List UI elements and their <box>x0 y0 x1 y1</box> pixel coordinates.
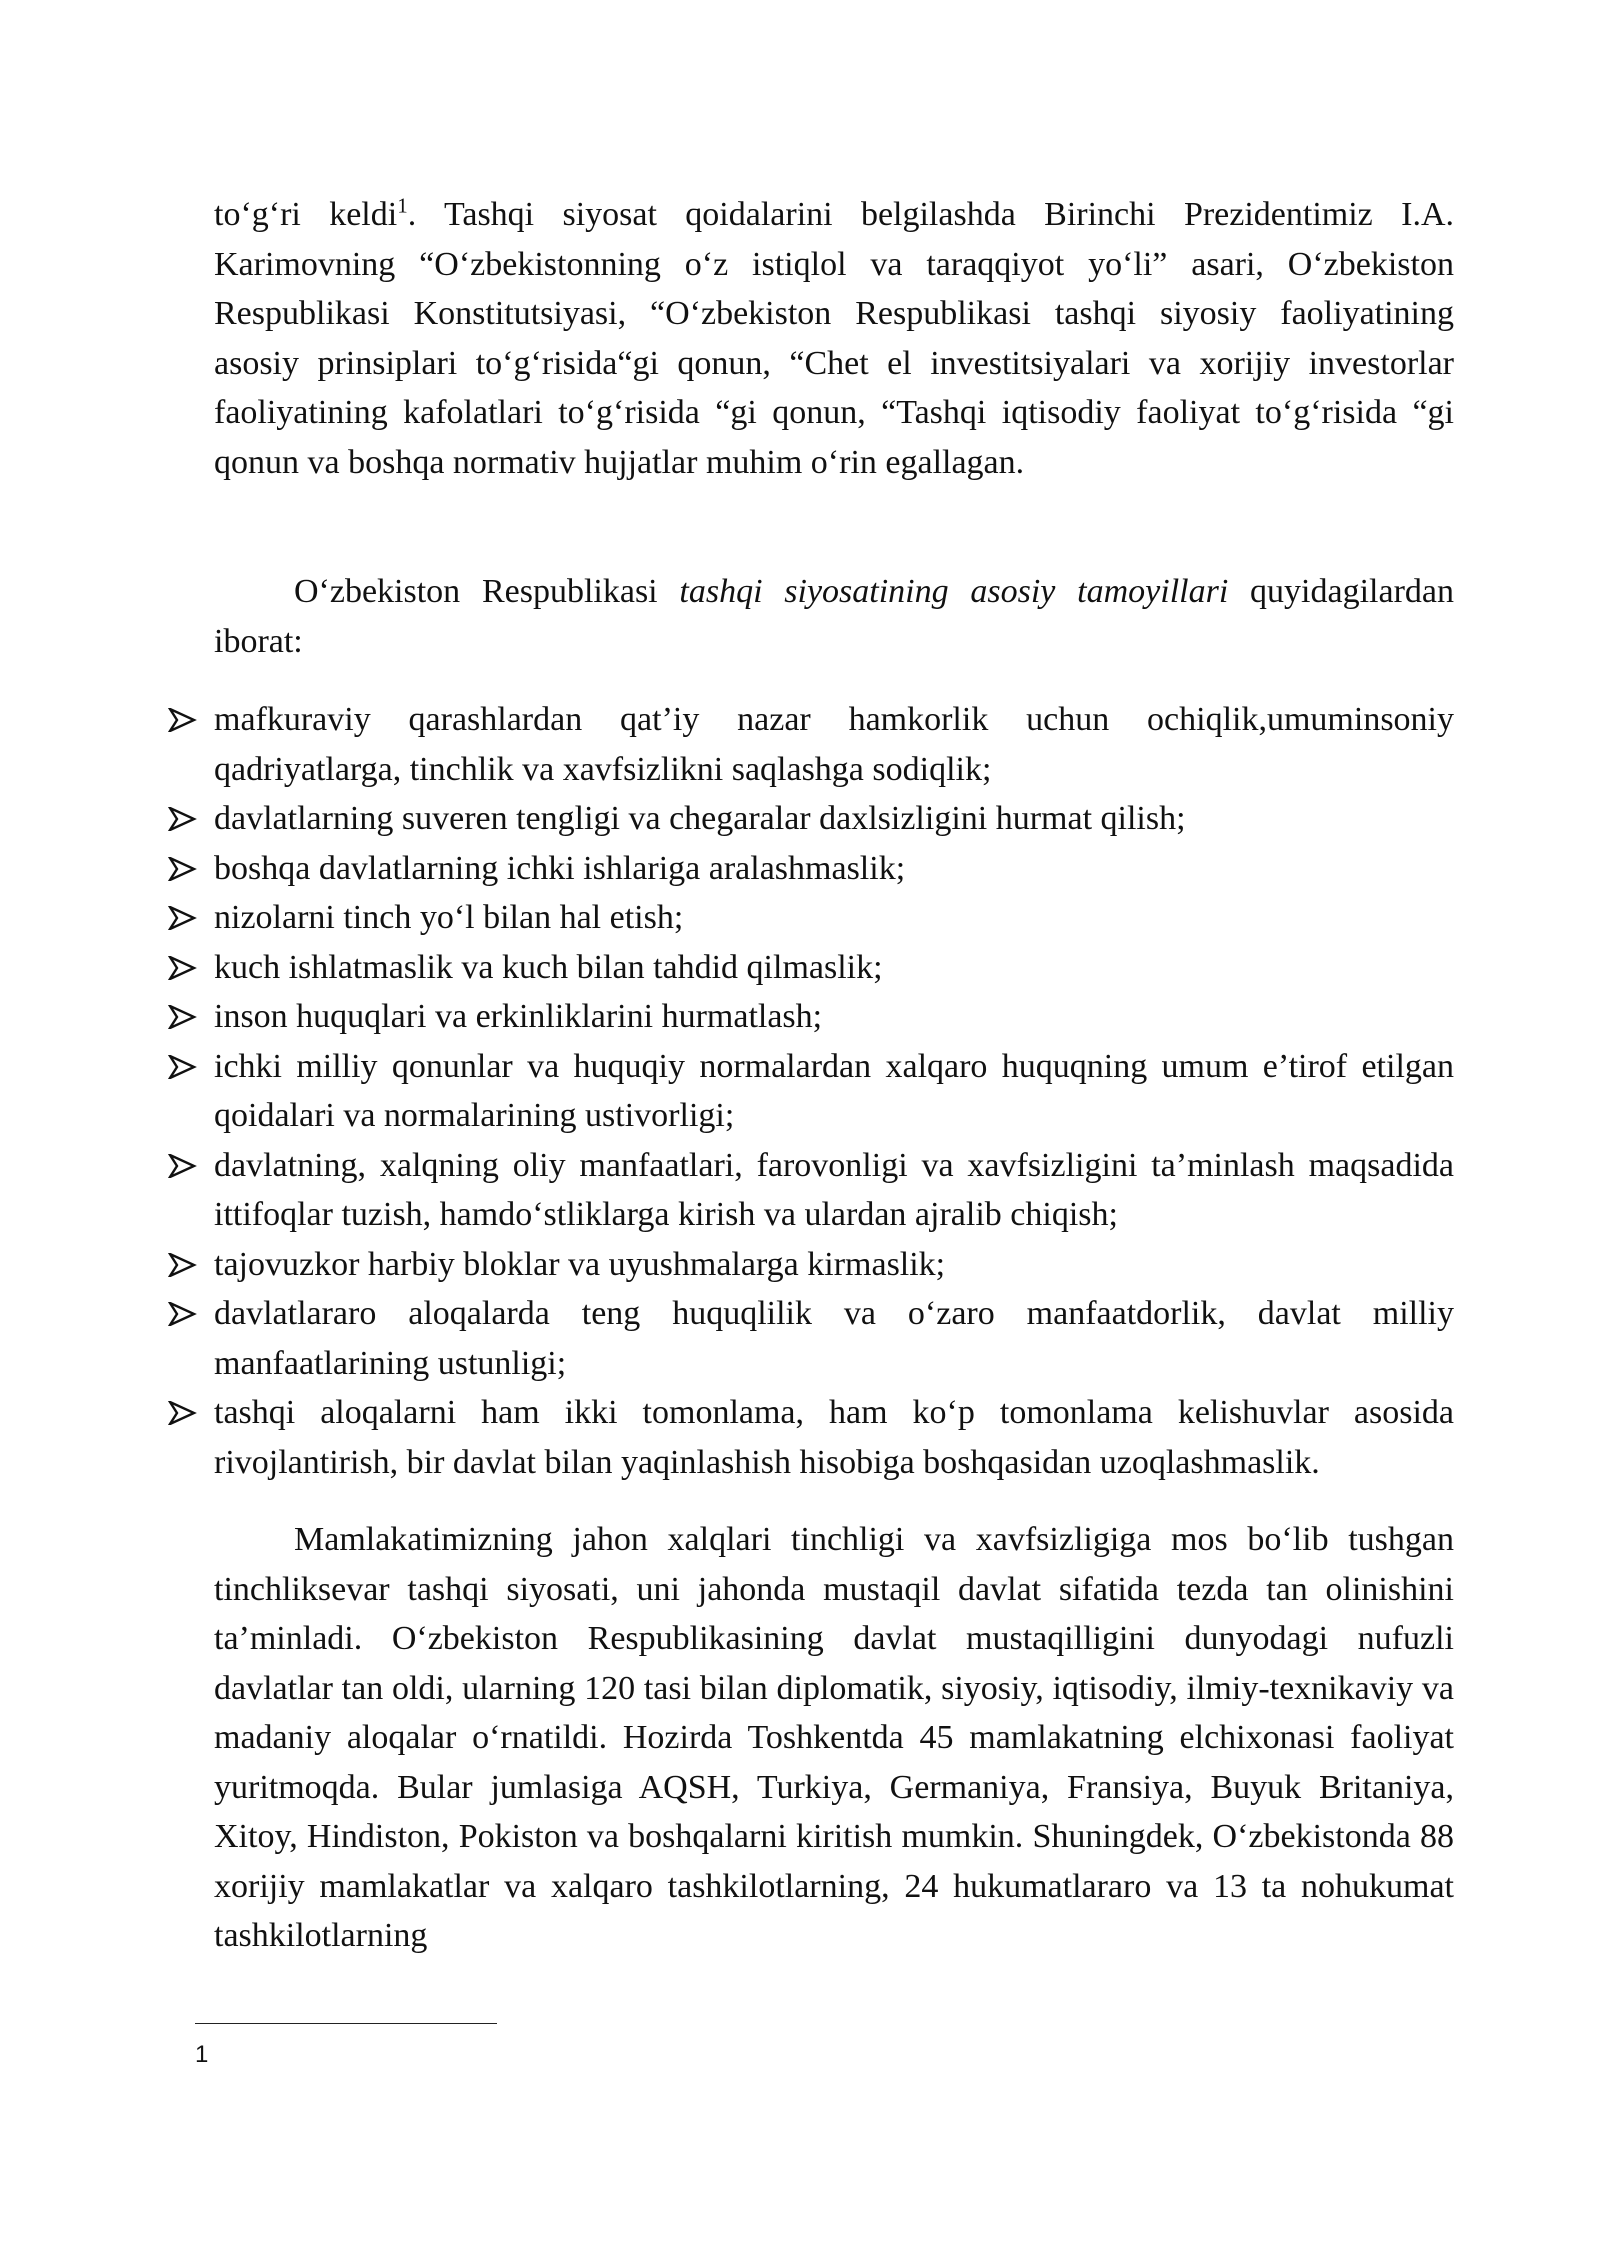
principle-text: nizolarni tinch yo‘l bilan hal etish; <box>214 899 684 936</box>
right-arrowhead-icon <box>167 844 199 894</box>
footnote-number: 1 <box>195 2041 209 2068</box>
right-arrowhead-icon <box>167 695 199 745</box>
principle-text: mafkuraviy qarashlardan qat’iy nazar hamkorlik uchun ochiqlik,umuminsoniy qadriyatlarga, tinchlik va xavfsizlikni saqlashga sodiqlik; <box>214 701 1454 788</box>
principle-item <box>214 1240 1454 1290</box>
right-arrowhead-icon <box>167 992 199 1042</box>
paragraph-text: . Tashqi siyosat qoidalarini belgilashda Birinchi Prezidentimiz I.A. Karimovning “O‘zbekistonning o‘z istiqlol va taraqqiyot yo‘li” asari, O‘zbekiston Respublikasi Konstitutsiyasi, “O‘zbekiston Respublikasi tashqi siyosiy faoliyatining asosiy prinsiplari to‘g‘risida“gi qonun, “Chet el investitsiyalari va xorijiy investorlar faoliyatining kafolatlari to‘g‘risida “gi qonun, “Tashqi iqtisodiy faoliyat to‘g‘risida “gi qonun va boshqa normativ hujjatlar muhim o‘rin egallagan. <box>214 196 1455 481</box>
principle-item <box>214 893 1454 943</box>
intro-rest: quyidagilardan iborat: <box>214 573 1454 660</box>
paragraph-legal-basis <box>214 190 1454 487</box>
principle-item <box>214 1141 1454 1240</box>
principle-text: davlatlarning suveren tengligi va chegaralar daxlsizligini hurmat qilish; <box>214 800 1186 837</box>
paragraph-recognition: Mamlakatimizning jahon xalqlari tinchligi va xavfsizligiga mos bo‘lib tushgan tinchliksevar tashqi siyosati, uni jahonda mustaqil davlat sifatida tezda tan olinishini ta’minladi. O‘zbekiston Respublikasining davlat mustaqilligini dunyodagi nufuzli davlatlar tan oldi, ularning 120 tasi bilan diplomatik, siyosiy, iqtisodiy, ilmiy-texnikaviy va madaniy aloqalar o‘rnatildi. Hozirda Toshkentda 45 mamlakatning elchixonasi faoliyat yuritmoqda. Bular jumlasiga AQSH, Turkiya, Germaniya, Fransiya, Buyuk Britaniya, Xitoy, Hindiston, Pokiston va boshqalarni kiritish mumkin. Shuningdek, O‘zbekistonda 88 xorijiy mamlakatlar va xalqaro tashkilotlarning, 24 hukumatlararo va 13 ta nohukumat tashkilotlarning <box>214 1521 1454 1954</box>
right-arrowhead-icon <box>167 1141 199 1191</box>
right-arrowhead-icon <box>167 1240 199 1290</box>
footnote-separator <box>195 2023 497 2024</box>
principle-text: davlatlararo aloqalarda teng huquqlilik va o‘zaro manfaatdorlik, davlat milliy manfaatlarining ustunligi; <box>214 1295 1454 1382</box>
right-arrowhead-icon <box>167 1042 199 1092</box>
principles-list <box>214 695 1454 1487</box>
intro-italic-term: tashqi siyosatining asosiy tamoyillari <box>679 573 1229 610</box>
principle-item <box>214 695 1454 794</box>
principle-item <box>214 1388 1454 1487</box>
principle-item <box>214 992 1454 1042</box>
principle-text: kuch ishlatmaslik va kuch bilan tahdid qilmaslik; <box>214 948 883 986</box>
principle-text: davlatning, xalqning oliy manfaatlari, farovonligi va xavfsizligini ta’minlash maqsadida ittifoqlar tuzish, hamdo‘stliklarga kirish va ulardan ajralib chiqish; <box>214 1146 1454 1233</box>
right-arrowhead-icon <box>167 1388 199 1438</box>
principle-item <box>214 1042 1454 1141</box>
right-arrowhead-icon <box>167 943 199 993</box>
right-arrowhead-icon <box>167 794 199 844</box>
footnote-reference[interactable]: 1 <box>397 193 408 218</box>
intro-lead: O‘zbekiston Respublikasi <box>294 573 680 610</box>
principle-item <box>214 1289 1454 1388</box>
principle-item <box>214 794 1454 844</box>
paragraph-start: to‘g‘ri keldi <box>214 196 398 233</box>
right-arrowhead-icon <box>167 893 199 943</box>
principle-text: tashqi aloqalarni ham ikki tomonlama, ham ko‘p tomonlama kelishuvlar asosida rivojlantirish, bir davlat bilan yaqinlashish hisobiga boshqasidan uzoqlashmaslik. <box>214 1394 1454 1481</box>
principle-text: inson huquqlari va erkinliklarini hurmatlash; <box>214 998 823 1035</box>
principle-text: boshqa davlatlarning ichki ishlariga aralashmaslik; <box>214 849 906 887</box>
principle-item <box>214 943 1454 993</box>
principle-item <box>214 844 1454 894</box>
right-arrowhead-icon <box>167 1289 199 1339</box>
principle-text: tajovuzkor harbiy bloklar va uyushmalarga kirmaslik; <box>214 1245 946 1283</box>
paragraph-principles-intro <box>214 567 1454 666</box>
principle-text: ichki milliy qonunlar va huquqiy normalardan xalqaro huquqning umum e’tirof etilgan qoidalari va normalarining ustivorligi; <box>214 1047 1454 1134</box>
